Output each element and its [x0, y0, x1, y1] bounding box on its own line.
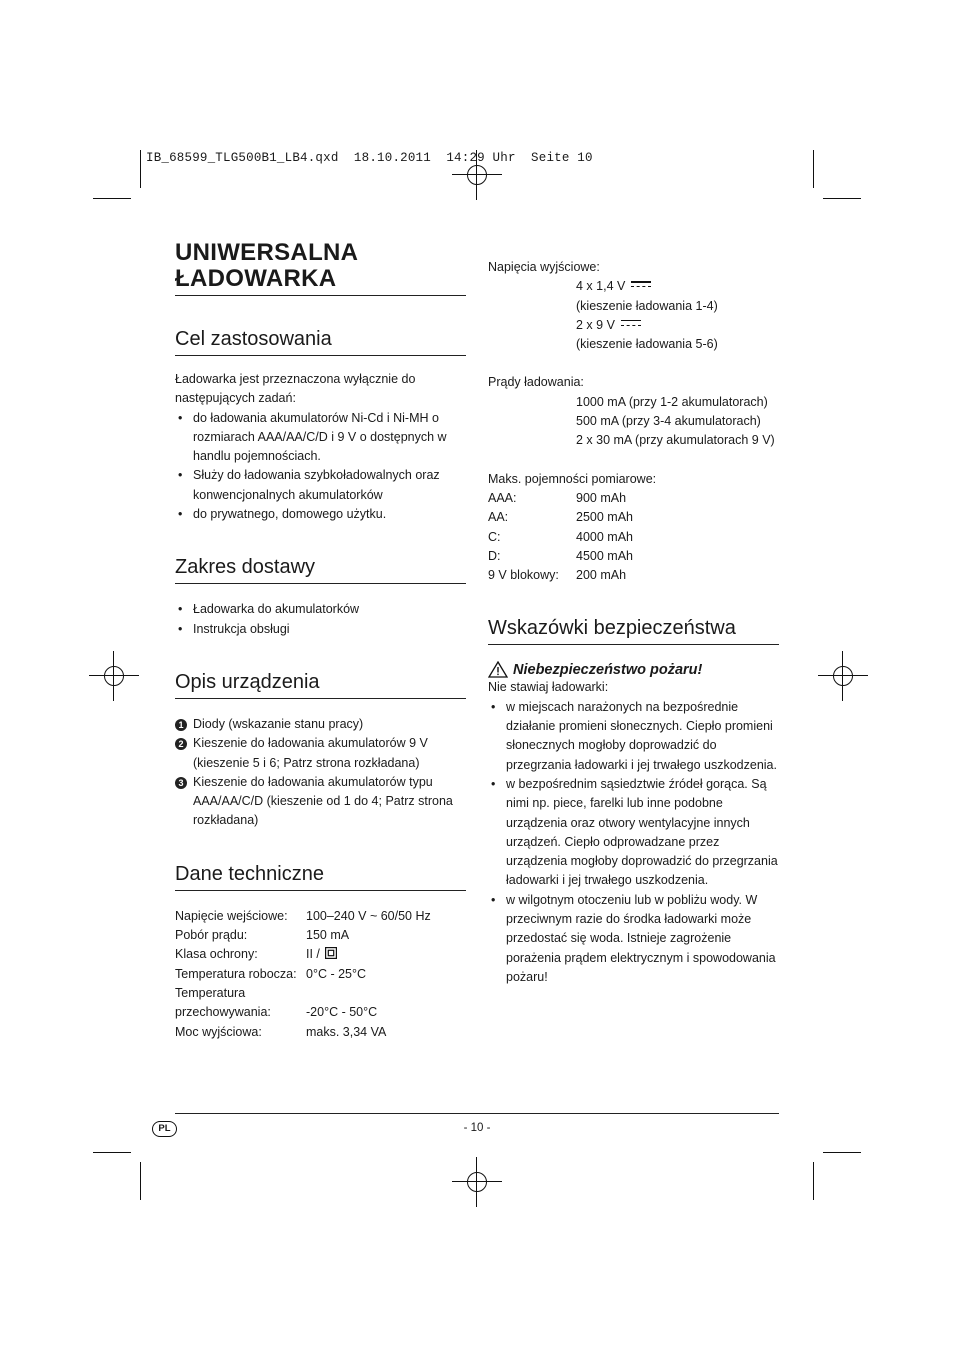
list-item: • w miejscach narażonych na bezpośrednie działanie promieni słonecznych. Ciepło promieni słonecznych mogłoby doprowadzić do przegrzania ładowarki i jej trwałego uszkodzenia. — [488, 698, 779, 775]
delivery-list — [175, 600, 466, 639]
list-item: • do prywatnego, domowego użytku. — [175, 505, 466, 524]
capacity-label: Maks. pojemności pomiarowe: — [488, 471, 657, 486]
crop-mark — [823, 198, 861, 199]
crop-mark — [140, 150, 141, 188]
right-column — [488, 258, 779, 987]
page-title — [175, 240, 466, 296]
capacity-value: 2500 mAh — [576, 510, 633, 525]
crop-mark — [93, 198, 131, 199]
left-column — [175, 240, 466, 1042]
warning-title-text: Niebezpieczeństwo pożaru! — [513, 661, 703, 678]
section-heading-delivery: Zakres dostawy — [175, 556, 466, 584]
protection-class-ii-icon — [325, 947, 337, 959]
list-item: • Ładowarka do akumulatorków — [175, 600, 466, 619]
number-badge: 3 — [175, 777, 187, 789]
list-item: • do ładowania akumulatorów Ni-Cd i Ni-MH o rozmiarach AAA/AA/C/D i 9 V o dostępnych w handlu pojemnościach. — [175, 409, 466, 467]
registration-mark — [452, 1157, 502, 1207]
list-item — [175, 715, 466, 734]
capacity-type: AA: — [488, 510, 509, 525]
page-number: - 10 - — [463, 1122, 491, 1134]
spec-label: Pobór prądu: — [175, 928, 248, 943]
part-text: Kieszenie do ładowania akumulatorów typu AAA/AA/C/D (kieszenie od 1 do 4; Patrz strona rozkładana) — [193, 774, 453, 828]
spec-value: 0°C - 25°C — [306, 966, 367, 981]
charging-current-value: 500 mA (przy 3-4 akumulatorach) — [576, 414, 761, 429]
warning-triangle-icon — [488, 661, 508, 678]
spec-label: przechowywania: — [175, 1005, 271, 1020]
capacity-value: 900 mAh — [576, 490, 627, 505]
section-heading-description: Opis urządzenia — [175, 671, 466, 699]
section-heading-specs: Dane techniczne — [175, 863, 466, 891]
charging-current-value: 1000 mA (przy 1-2 akumulatorach) — [576, 394, 768, 409]
safety-list — [488, 698, 779, 987]
spec-value: 100–240 V ~ 60/50 Hz — [306, 908, 431, 923]
dc-symbol-icon — [631, 281, 651, 289]
spec-label: Napięcie wejściowe: — [175, 908, 288, 923]
crop-mark — [823, 1152, 861, 1153]
title-line-1: UNIWERSALNA — [175, 239, 359, 266]
safety-intro: Nie stawiaj ładowarki: — [488, 680, 609, 695]
capacity-type: AAA: — [488, 490, 517, 505]
list-item: • w wilgotnym otoczeniu lub w pobliżu wody. W przeciwnym razie do środka ładowarki może przedostać się woda. Istnieje zagrożenie porażenia prądem elektrycznym i spowodowania pożaru! — [488, 891, 779, 987]
spec-value — [306, 945, 466, 964]
part-text: Kieszenie do ładowania akumulatorów 9 V (kieszenie 5 i 6; Patrz strona rozkładana) — [193, 736, 428, 770]
capacity-type: D: — [488, 548, 501, 563]
title-line-2: ŁADOWARKA — [175, 265, 337, 292]
part-text: Diody (wskazanie stanu pracy) — [193, 716, 364, 731]
dc-symbol-icon — [621, 320, 641, 328]
section-heading-safety: Wskazówki bezpieczeństwa — [488, 617, 779, 645]
registration-mark — [89, 651, 139, 701]
spec-value — [306, 984, 466, 1003]
output-voltage-value — [488, 316, 779, 335]
capacity-type: 9 V blokowy: — [488, 568, 559, 583]
capacity-value: 4000 mAh — [576, 529, 633, 544]
language-badge: PL — [152, 1121, 177, 1137]
voltage-text: 2 x 9 V — [576, 317, 615, 332]
list-item: • Służy do ładowania szybkoładowalnych oraz konwencjonalnych akumulatorków — [175, 466, 466, 505]
output-voltage-note: (kieszenie ładowania 1-4) — [576, 298, 718, 313]
crop-mark — [813, 150, 814, 188]
registration-mark — [818, 651, 868, 701]
spec-value: -20°C - 50°C — [306, 1005, 378, 1020]
voltage-text: 4 x 1,4 V — [576, 279, 626, 294]
list-item — [175, 773, 466, 831]
charging-current-value: 2 x 30 mA (przy akumulatorach 9 V) — [576, 433, 775, 448]
footer-rule — [175, 1113, 779, 1114]
crop-mark — [93, 1152, 131, 1153]
warning-heading — [488, 661, 779, 678]
output-voltage-note: (kieszenie ładowania 5-6) — [576, 337, 718, 352]
spec-label: Temperatura — [175, 985, 246, 1000]
output-voltage-label: Napięcia wyjściowe: — [488, 260, 600, 274]
crop-mark — [140, 1162, 141, 1200]
purpose-intro: Ładowarka jest przeznaczona wyłącznie do następujących zadań: — [175, 372, 416, 406]
spec-table — [175, 907, 466, 1042]
number-badge: 1 — [175, 719, 187, 731]
list-item — [175, 734, 466, 773]
charging-current-label: Prądy ładowania: — [488, 375, 584, 390]
device-parts-list — [175, 715, 466, 831]
number-badge: 2 — [175, 738, 187, 750]
spec-value: 150 mA — [306, 928, 350, 943]
list-item: • Instrukcja obsługi — [175, 620, 466, 639]
spec-value: maks. 3,34 VA — [306, 1024, 387, 1039]
print-slug: IB_68599_TLG500B1_LB4.qxd 18.10.2011 14:29 Uhr Seite 10 — [146, 151, 593, 165]
crop-mark — [813, 1162, 814, 1200]
spec-label: Moc wyjściowa: — [175, 1024, 262, 1039]
output-voltage-value — [488, 277, 779, 296]
capacity-value: 200 mAh — [576, 568, 627, 583]
list-item: • w bezpośrednim sąsiedztwie źródeł gorąca. Są nimi np. piece, farelki lub inne podobne urządzenia oraz otwory wentylacyjne innych urządzeń. Ciepło odprowadzane przez urządzenia mogłoby doprowadzić do przegrzania ładowarki i jej trwałego uszkodzenia. — [488, 775, 779, 891]
capacity-type: C: — [488, 529, 501, 544]
spec-value-text: II / — [306, 947, 320, 962]
capacity-value: 4500 mAh — [576, 548, 633, 563]
spec-label: Klasa ochrony: — [175, 947, 258, 962]
spec-label: Temperatura robocza: — [175, 966, 297, 981]
capacity-table — [488, 489, 779, 585]
section-heading-purpose: Cel zastosowania — [175, 328, 466, 356]
purpose-list — [175, 409, 466, 525]
